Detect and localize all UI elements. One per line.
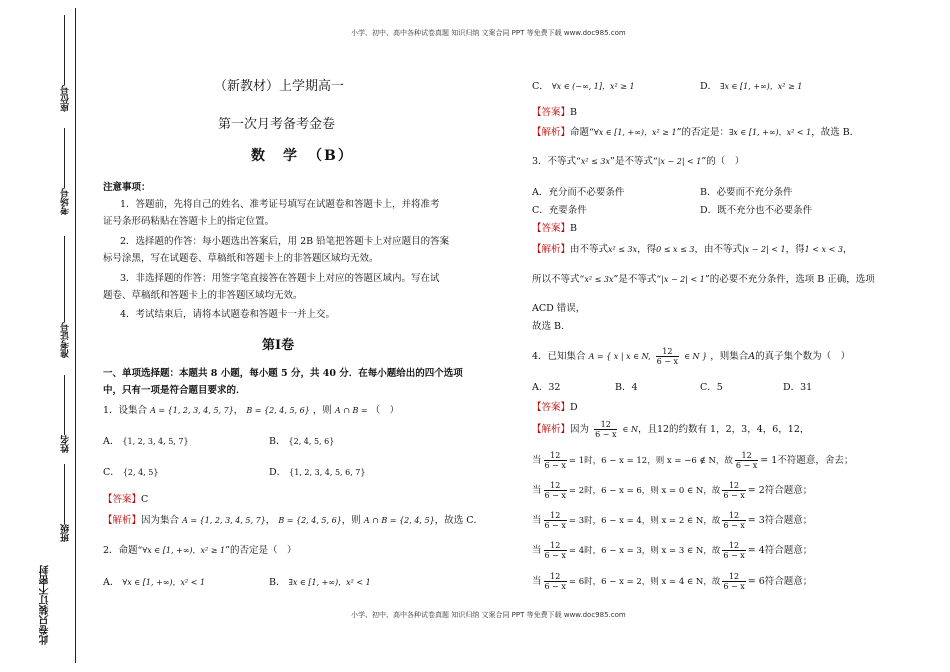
section1-title: 第Ⅰ卷 [262,338,295,353]
q4-case-1: 当 $\frac{12}{6 - x}$ = 1时，6 − x = 12，则 x = −6 ∉ N，故 $\frac{12}{6 - x}$ = 1不符题意，舍去； [532,451,854,470]
q1-option-d: D． {1, 2, 3, 4, 5, 6, 7} [269,467,366,478]
q3-analysis-2: 所以不等式“x² ≤ 3x”是不等式“|x − 2| < 1”的必要不充分条件，选项 B 正确，选项 [532,274,875,285]
page-footer: 小学、初中、高中各种试卷真题 知识归纳 文案合同 PPT 等免费下载 www.doc985.com [351,611,626,619]
q3-analysis-1: 【解析】由不等式x² ≤ 3x，得0 ≤ x ≤ 3，由不等式|x − 2| < 1，得1 < x < 3， [532,244,853,255]
q4-option-d: D．31 [783,382,813,393]
q4-stem: 4．已知集合 A = { x | x ∈ N, $\frac{12}{6 - x}$ ∈ N } ，则集合A的真子集个数为（ ） [532,347,851,366]
section1-intro-2: 中，只有一项是符合题目要求的． [103,385,246,396]
q2-option-b: B． ∃x ∈ [1, +∞)，x² < 1 [269,577,371,588]
title-line2: 第一次月考备考金卷 [218,117,336,132]
q4-case-3: 当 $\frac{12}{6 - x}$ = 3时，6 − x = 4，则 x = 2 ∈ N，故 $\frac{12}{6 - x}$ = 3符合题意； [532,511,813,530]
q4-option-a: A．32 [532,382,561,393]
q1-option-b: B． {2, 4, 5, 6} [269,436,335,447]
notice-item-2b: 标号涂黑，写在试题卷、草稿纸和答题卡上的非答题区域均无效。 [103,253,379,264]
q3-analysis-3: ACD 错误， [532,303,586,314]
q1-answer: 【答案】C [103,494,149,505]
q1-option-c: C． {2, 4, 5} [103,467,159,478]
q2-answer: 【答案】B [532,107,577,118]
q4-option-c: C．5 [700,382,723,393]
q4-case-5: 当 $\frac{12}{6 - x}$ = 6时，6 − x = 2，则 x = 4 ∈ N，故 $\frac{12}{6 - x}$ = 6符合题意； [532,572,813,591]
q4-set-fraction: $\frac{12}{6 - x}$ [656,347,679,366]
name-underline [64,375,65,435]
notice-item-4: 4．考试结束后，请将本试题卷和答题卡一并上交。 [120,309,336,320]
binding-line [75,8,76,663]
title-line1: （新教材）上学期高一 [214,79,345,94]
q3-option-d: D．既不充分也不必要条件 [700,205,813,216]
q3-option-b: B．必要而不充分条件 [700,187,793,198]
q2-option-c: C． ∀x ∈ (−∞, 1]，x² ≥ 1 [532,81,635,92]
q1-stem: 1．设集合 A = {1, 2, 3, 4, 5, 7}， B = {2, 4, 5, 6} ，则 A ∩ B = （ ） [103,405,400,416]
notice-heading: 注意事项： [103,182,151,193]
q4-option-b: B．4 [615,382,638,393]
q2-analysis: 【解析】命题“∀x ∈ [1, +∞)，x² ≥ 1”的否定是：∃x ∈ [1, +∞)，x² < 1，故选 B． [532,127,860,138]
notice-item-3a: 3．非选择题的作答：用签字笔直接答在答题卡上对应的答题区域内。写在试 [120,273,440,284]
q4-answer: 【答案】D [532,402,578,413]
title-line3: 数 学 （B） [251,148,354,164]
class-underline [64,464,65,524]
seat-label: 座位号 [61,85,71,112]
notice-item-3b: 题卷、草稿纸和答题卡上的非答题区域均无效。 [103,290,303,301]
ticket-label: 准考证号 [61,322,71,358]
q2-option-a: A． ∀x ∈ [1, +∞)，x² < 1 [103,577,206,588]
class-label: 班级 [61,524,71,542]
q2-option-d: D． ∃x ∈ [1, +∞)，x² ≥ 1 [700,81,803,92]
q3-stem: 3．不等式“x² ≤ 3x”是不等式“|x − 2| < 1”的（ ） [532,156,745,167]
name-label: 姓名 [61,435,71,453]
notice-item-1b: 证号条形码粘贴在答题卡上的指定位置。 [103,216,275,227]
notice-item-1a: 1．答题前，先将自己的姓名、准考证号填写在试题卷和答题卡上，并将准考 [120,199,440,210]
seat-underline [64,15,65,85]
q3-option-c: C．充要条件 [532,205,587,216]
q3-analysis-4: 故选 B. [532,321,565,332]
ticket-underline [64,236,65,322]
notice-item-2a: 2．选择题的作答：每小题选出答案后，用 2B 铅笔把答题卡上对应题目的答案 [120,236,450,247]
section1-intro-1: 一、单项选择题：本题共 8 小题，每小题 5 分，共 40 分．在每小题给出的四个选项 [103,368,463,379]
room-underline [64,128,65,188]
q4-analysis: 【解析】因为 $\frac{12}{6 - x}$ ∈ N，且12的约数有 1，2，3，4，6，12， [532,420,810,439]
seal-notice: 此卷只装订不密封 [40,565,51,645]
room-label: 考场号 [61,188,71,215]
q4-case-4: 当 $\frac{12}{6 - x}$ = 4时，6 − x = 3，则 x = 3 ∈ N，故 $\frac{12}{6 - x}$ = 4符合题意； [532,541,813,560]
q2-stem: 2．命题“∀x ∈ [1, +∞)，x² ≥ 1”的否定是（ ） [103,545,297,556]
q3-option-a: A．充分而不必要条件 [532,187,625,198]
q1-analysis: 【解析】因为集合 A = {1, 2, 3, 4, 5, 7}， B = {2, 4, 5, 6}，则 A ∩ B = {2, 4, 5}，故选 C． [103,515,483,526]
page-header: 小学、初中、高中各种试卷真题 知识归纳 文案合同 PPT 等免费下载 www.doc985.com [351,29,626,37]
q4-case-2: 当 $\frac{12}{6 - x}$ = 2时，6 − x = 6，则 x = 0 ∈ N，故 $\frac{12}{6 - x}$ = 2符合题意； [532,481,813,500]
q3-answer: 【答案】B [532,223,577,234]
q1-option-a: A． {1, 2, 3, 4, 5, 7} [103,436,189,447]
